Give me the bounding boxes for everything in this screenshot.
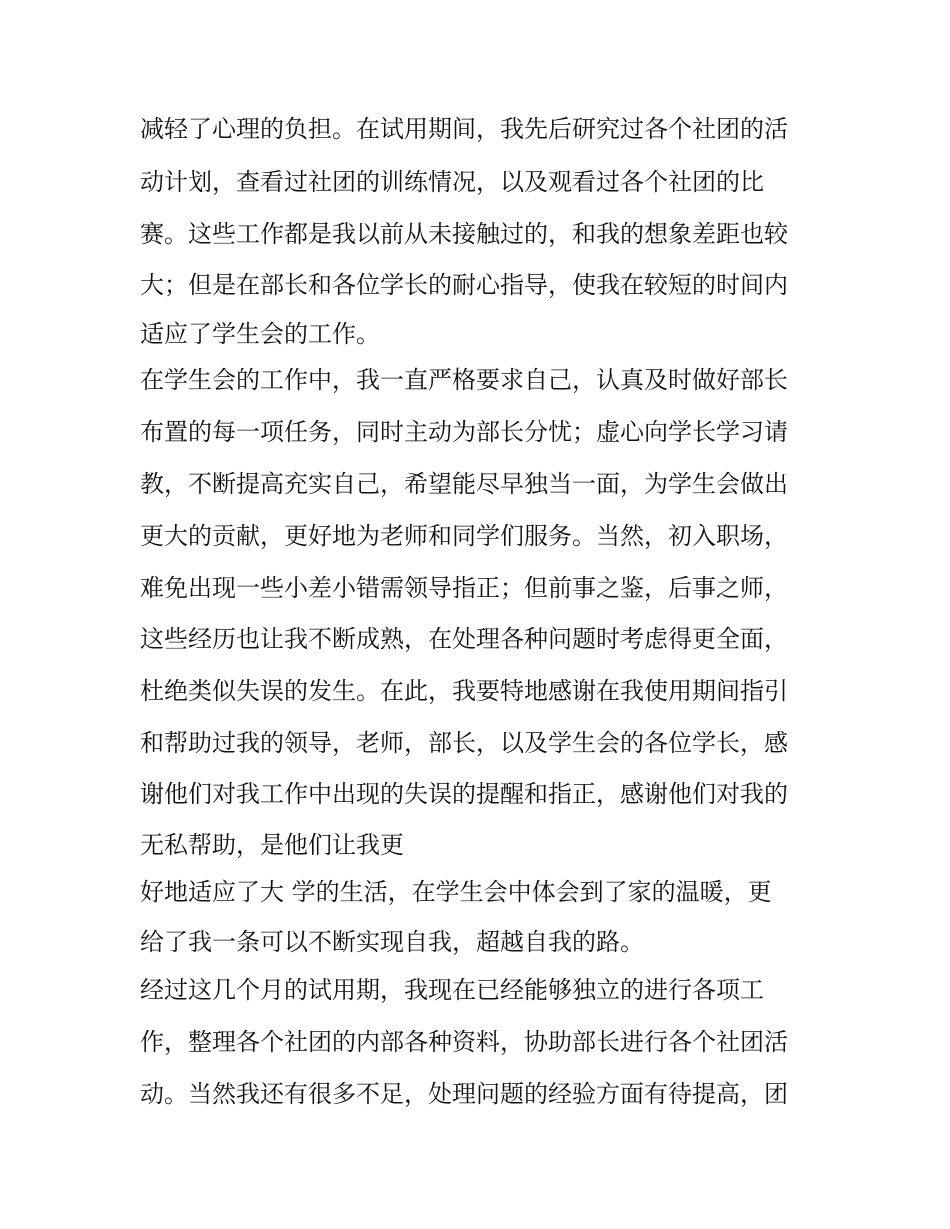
text-line: 减轻了心理的负担。在试用期间，我先后研究过各个社团的活	[140, 115, 788, 143]
text-line: 给了我一条可以不断实现自我，超越自我的路。	[140, 928, 644, 956]
text-line: 好地适应了大 学的生活，在学生会中体会到了家的温暖，更	[140, 878, 772, 906]
text-line: 在学生会的工作中，我一直严格要求自己，认真及时做好部长	[140, 366, 788, 394]
text-line: 布置的每一项任务，同时主动为部长分忧；虚心向学长学习请	[140, 418, 788, 446]
text-line: 无私帮助，是他们让我更	[140, 831, 404, 859]
text-line: 经过这几个月的试用期，我现在已经能够独立的进行各项工	[140, 976, 764, 1004]
text-line: 更大的贡献，更好地为老师和同学们服务。当然，初入职场，	[140, 522, 788, 550]
text-line: 赛。这些工作都是我以前从未接触过的，和我的想象差距也较	[140, 220, 788, 248]
text-line: 难免出现一些小差小错需领导指正；但前事之鉴，后事之师，	[140, 574, 788, 602]
text-line: 作，整理各个社团的内部各种资料，协助部长进行各个社团活	[140, 1028, 788, 1056]
text-line: 谢他们对我工作中出现的失误的提醒和指正，感谢他们对我的	[140, 780, 788, 808]
text-line: 动计划，查看过社团的训练情况，以及观看过各个社团的比	[140, 168, 764, 196]
text-line: 这些经历也让我不断成熟，在处理各种问题时考虑得更全面，	[140, 625, 788, 653]
text-line: 大；但是在部长和各位学长的耐心指导，使我在较短的时间内	[140, 271, 788, 299]
text-line: 和帮助过我的领导，老师，部长，以及学生会的各位学长，感	[140, 729, 788, 757]
text-line: 杜绝类似失误的发生。在此，我要特地感谢在我使用期间指引	[140, 677, 788, 705]
text-line: 适应了学生会的工作。	[140, 320, 380, 348]
text-line: 动。当然我还有很多不足，处理问题的经验方面有待提高，团	[140, 1080, 788, 1108]
text-line: 教，不断提高充实自己，希望能尽早独当一面，为学生会做出	[140, 470, 788, 498]
